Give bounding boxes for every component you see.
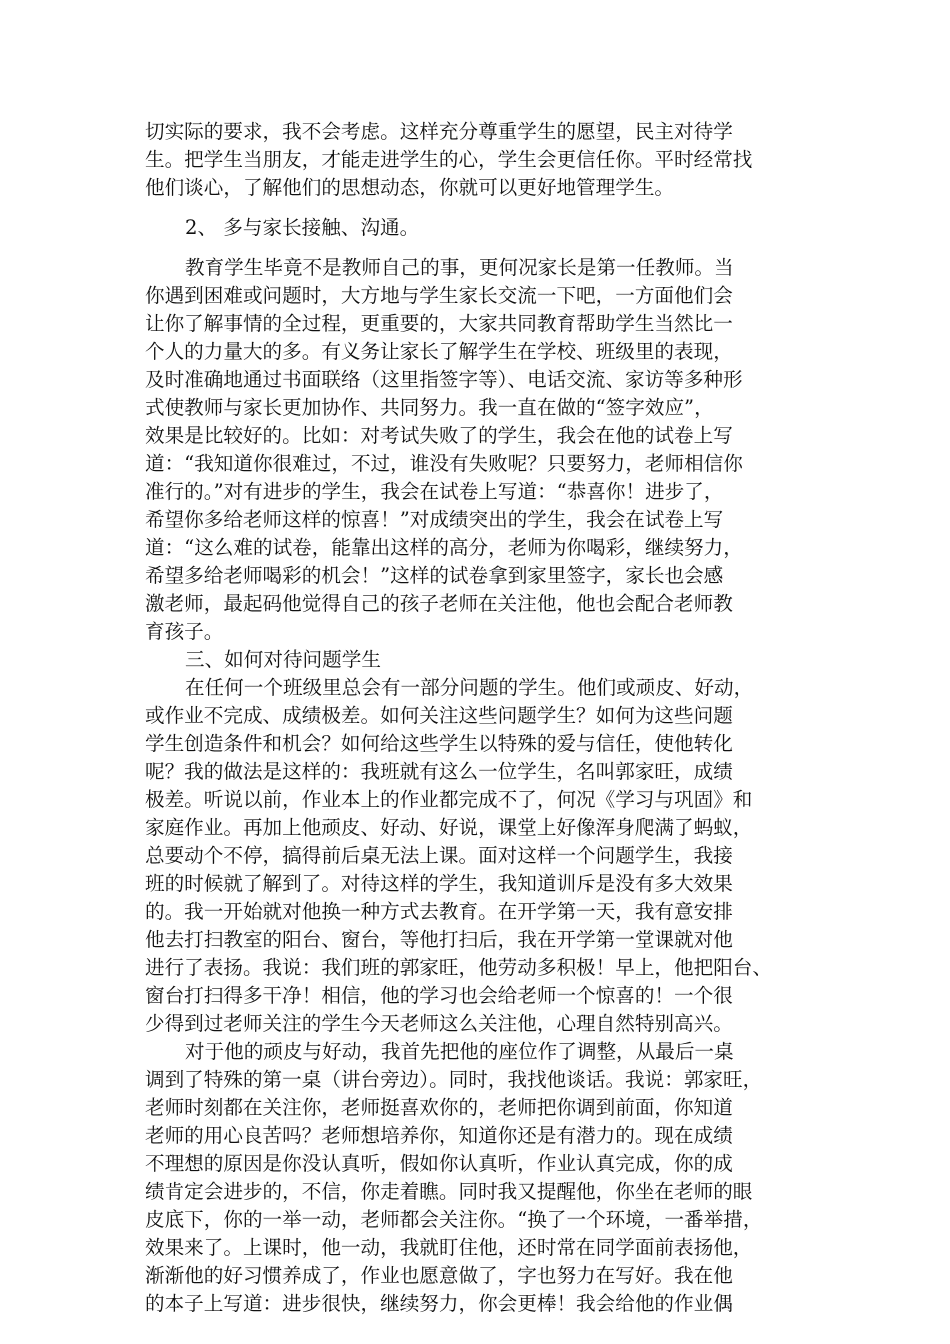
text-line: 切实际的要求，我不会考虑。这样充分尊重学生的愿望，民主对待学 [145, 120, 733, 143]
paragraph [145, 674, 810, 1038]
text-line: 个人的力量大的多。有义务让家长了解学生在学校、班级里的表现， [145, 340, 733, 363]
text-line: 的本子上写道：进步很快，继续努力，你会更棒！我会给他的作业偶 [145, 1292, 733, 1315]
text-line: 效果是比较好的。比如：对考试失败了的学生，我会在他的试卷上写 [145, 424, 733, 447]
text-line: 对于他的顽皮与好动，我首先把他的座位作了调整，从最后一桌 [185, 1040, 734, 1063]
text-line: 老师时刻都在关注你，老师挺喜欢你的，老师把你调到前面，你知道 [145, 1096, 733, 1119]
text-line: 绩肯定会进步的，不信，你走着瞧。同时我又提醒他，你坐在老师的眼 [145, 1180, 753, 1203]
text-line: 进行了表扬。我说：我们班的郭家旺，他劳动多积极！早上，他把阳台、 [145, 956, 772, 979]
heading-line: 2、 多与家长接触、沟通。 [185, 216, 420, 239]
paragraph [145, 118, 810, 202]
text-line: 及时准确地通过书面联络（这里指签字等）、电话交流、家访等多种形 [145, 368, 743, 391]
text-line: 你遇到困难或问题时，大方地与学生家长交流一下吧，一方面他们会 [145, 284, 733, 307]
text-line: 少得到过老师关注的学生今天老师这么关注他，心理自然特别高兴。 [145, 1012, 733, 1035]
text-line: 道：“这么难的试卷，能靠出这样的高分，老师为你喝彩，继续努力， [145, 536, 743, 559]
text-line: 窗台打扫得多干净！相信，他的学习也会给老师一个惊喜的！一个很 [145, 984, 733, 1007]
text-line: 他去打扫教室的阳台、窗台，等他打扫后，我在开学第一堂课就对他 [145, 928, 733, 951]
text-line: 在任何一个班级里总会有一部分问题的学生。他们或顽皮、好动， [185, 676, 754, 699]
text-line: 生。把学生当朋友，才能走进学生的心，学生会更信任你。平时经常找 [145, 148, 753, 171]
text-line: 的。我一开始就对他换一种方式去教育。在开学第一天，我有意安排 [145, 900, 733, 923]
text-line: 让你了解事情的全过程，更重要的，大家共同教育帮助学生当然比一 [145, 312, 733, 335]
text-line: 准行的。”对有进步的学生，我会在试卷上写道：“恭喜你！进步了， [145, 480, 724, 503]
text-line: 或作业不完成、成绩极差。如何关注这些问题学生？如何为这些问题 [145, 704, 733, 727]
text-line: 渐渐他的好习惯养成了，作业也愿意做了，字也努力在写好。我在他 [145, 1264, 733, 1287]
text-line: 育孩子。 [145, 620, 224, 643]
text-line: 道：“我知道你很难过，不过，谁没有失败呢？只要努力，老师相信你 [145, 452, 743, 475]
text-line: 激老师，最起码他觉得自己的孩子老师在关注他，他也会配合老师教 [145, 592, 733, 615]
section-heading [145, 646, 810, 674]
heading-line: 三、如何对待问题学生 [185, 648, 381, 671]
text-line: 效果来了。上课时，他一动，我就盯住他，还时常在同学面前表扬他， [145, 1236, 753, 1259]
text-line: 不理想的原因是你没认真听，假如你认真听，作业认真完成，你的成 [145, 1152, 733, 1175]
text-line: 式使教师与家长更加协作、共同努力。我一直在做的“签字效应”， [145, 396, 714, 419]
text-line: 家庭作业。再加上他顽皮、好动、好说，课堂上好像浑身爬满了蚂蚁， [145, 816, 753, 839]
text-line: 教育学生毕竟不是教师自己的事，更何况家长是第一任教师。当 [185, 256, 734, 279]
text-line: 老师的用心良苦吗？老师想培养你，知道你还是有潜力的。现在成绩 [145, 1124, 733, 1147]
section-heading [145, 214, 810, 242]
text-line: 调到了特殊的第一桌（讲台旁边）。同时，我找他谈话。我说：郭家旺， [145, 1068, 763, 1091]
text-line: 他们谈心，了解他们的思想动态，你就可以更好地管理学生。 [145, 176, 675, 199]
text-line: 希望你多给老师这样的惊喜！”对成绩突出的学生，我会在试卷上写 [145, 508, 724, 531]
text-line: 总要动个不停，搞得前后桌无法上课。面对这样一个问题学生，我接 [145, 844, 733, 867]
text-line: 希望多给老师喝彩的机会！”这样的试卷拿到家里签字，家长也会感 [145, 564, 724, 587]
text-line: 呢？我的做法是这样的：我班就有这么一位学生，名叫郭家旺，成绩 [145, 760, 733, 783]
text-line: 学生创造条件和机会？如何给这些学生以特殊的爱与信任，使他转化 [145, 732, 733, 755]
document-body [145, 118, 810, 1318]
paragraph [145, 254, 810, 646]
paragraph [145, 1038, 810, 1318]
text-line: 班的时候就了解到了。对待这样的学生，我知道训斥是没有多大效果 [145, 872, 733, 895]
text-line: 极差。听说以前，作业本上的作业都完成不了，何况《学习与巩固》和 [145, 788, 753, 811]
text-line: 皮底下，你的一举一动，老师都会关注你。“换了一个环境，一番举措， [145, 1208, 763, 1231]
